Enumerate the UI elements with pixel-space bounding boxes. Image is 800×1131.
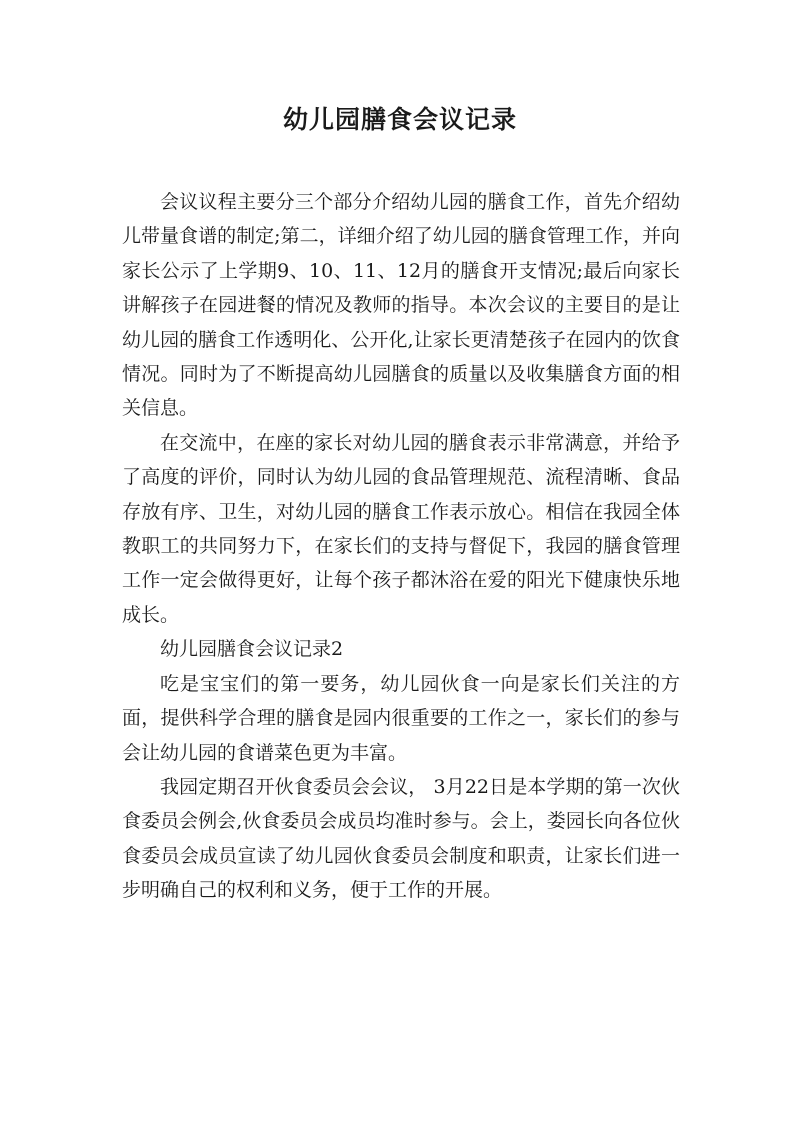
document-body <box>122 185 680 908</box>
paragraph-exchange: 在交流中，在座的家长对幼儿园的膳食表示非常满意，并给予了高度的评价，同时认为幼儿园的食品管理规范、流程清晰、食品存放有序、卫生，对幼儿园的膳食工作表示放心。相信在我园全体教职工的共同努力下，在家长们的支持与督促下，我园的膳食管理工作一定会做得更好，让每个孩子都沐浴在爱的阳光下健康快乐地成长。 <box>122 431 680 626</box>
paragraph-agenda: 会议议程主要分三个部分介绍幼儿园的膳食工作，首先介绍幼儿带量食谱的制定;第二，详细介绍了幼儿园的膳食管理工作，并向家长公示了上学期9、10、11、12月的膳食开支情况;最后向家长讲解孩子在园进餐的情况及教师的指导。本次会议的主要目的是让幼儿园的膳食工作透明化、公开化,让家长更清楚孩子在园内的饮食情况。同时为了不断提高幼儿园膳食的质量以及收集膳食方面的相关信息。 <box>122 191 680 420</box>
paragraph-meals-importance: 吃是宝宝们的第一要务，幼儿园伙食一向是家长们关注的方面，提供科学合理的膳食是园内很重要的工作之一，家长们的参与会让幼儿园的食谱菜色更为丰富。 <box>122 672 680 764</box>
section-heading-record-2: 幼儿园膳食会议记录2 <box>160 638 344 661</box>
document-title: 幼儿园膳食会议记录 <box>282 105 517 134</box>
paragraph-committee-meeting: 我园定期召开伙食委员会会议， 3月22日是本学期的第一次伙食委员会例会,伙食委员会成员均准时参与。会上，娄园长向各位伙食委员会成员宣读了幼儿园伙食委员会制度和职责，让家长们进一步明确自己的权利和义务，便于工作的开展。 <box>122 775 680 902</box>
